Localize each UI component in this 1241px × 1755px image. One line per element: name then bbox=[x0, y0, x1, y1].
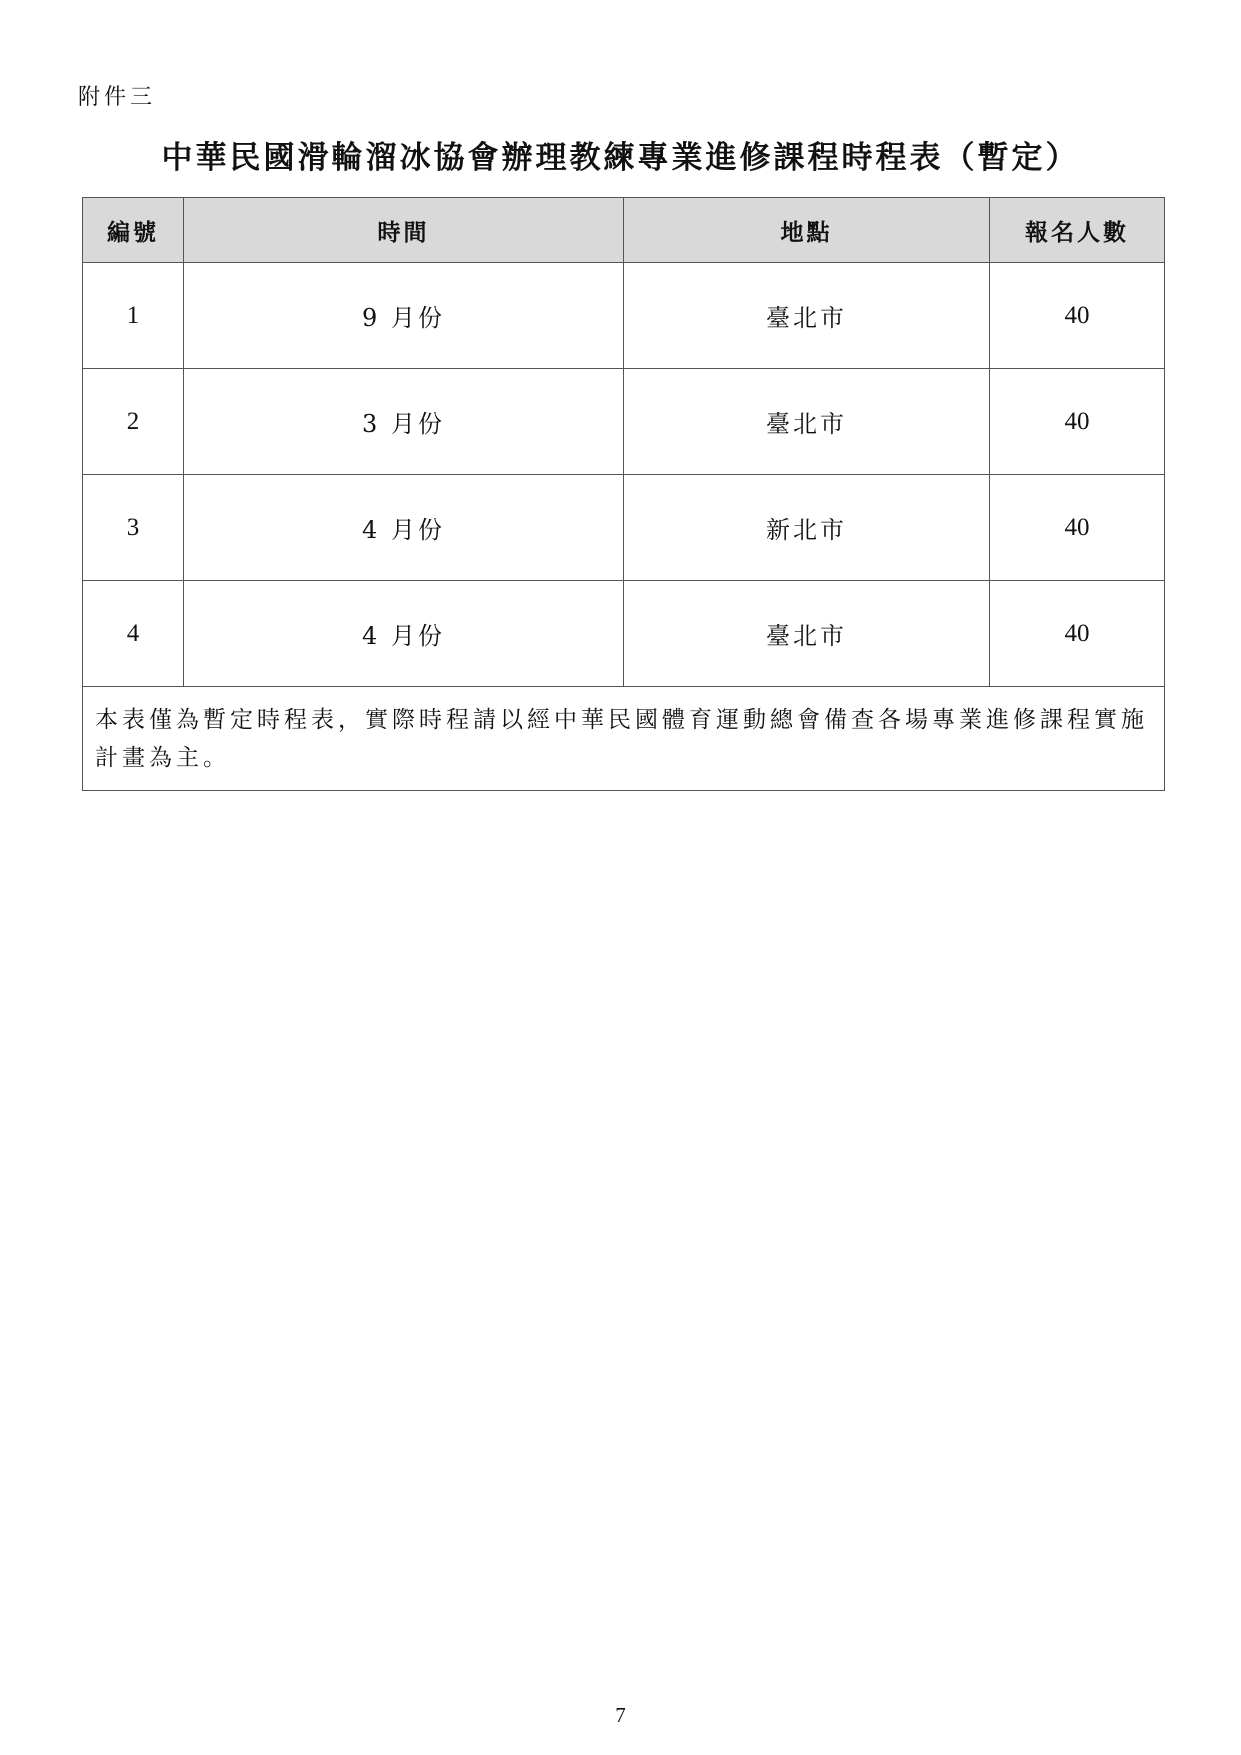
cell-enrollment: 40 bbox=[990, 263, 1165, 369]
cell-location: 臺北市 bbox=[624, 581, 990, 687]
header-enrollment: 報名人數 bbox=[990, 198, 1165, 263]
cell-time: 4 月份 bbox=[184, 581, 624, 687]
table-row bbox=[83, 263, 1165, 369]
table-note-row bbox=[83, 687, 1165, 791]
cell-number: 3 bbox=[83, 475, 184, 581]
attachment-label: 附件三 bbox=[78, 85, 157, 110]
cell-enrollment: 40 bbox=[990, 475, 1165, 581]
cell-time: 3 月份 bbox=[184, 369, 624, 475]
cell-number: 4 bbox=[83, 581, 184, 687]
cell-location: 臺北市 bbox=[624, 369, 990, 475]
cell-number: 1 bbox=[83, 263, 184, 369]
document-title: 中華民國滑輪溜冰協會辦理教練專業進修課程時程表（暫定） bbox=[161, 140, 1080, 176]
table-note: 本表僅為暫定時程表，實際時程請以經中華民國體育運動總會備查各場專業進修課程實施計畫為主。 bbox=[83, 687, 1165, 791]
table-header-row bbox=[83, 198, 1165, 263]
cell-enrollment: 40 bbox=[990, 369, 1165, 475]
schedule-table bbox=[82, 197, 1165, 791]
header-time: 時間 bbox=[184, 198, 624, 263]
cell-time: 9 月份 bbox=[184, 263, 624, 369]
cell-location: 新北市 bbox=[624, 475, 990, 581]
cell-number: 2 bbox=[83, 369, 184, 475]
header-number: 編號 bbox=[83, 198, 184, 263]
cell-enrollment: 40 bbox=[990, 581, 1165, 687]
page-number: 7 bbox=[615, 1703, 626, 1727]
table-row bbox=[83, 475, 1165, 581]
cell-time: 4 月份 bbox=[184, 475, 624, 581]
table-row bbox=[83, 581, 1165, 687]
header-location: 地點 bbox=[624, 198, 990, 263]
cell-location: 臺北市 bbox=[624, 263, 990, 369]
table-row bbox=[83, 369, 1165, 475]
